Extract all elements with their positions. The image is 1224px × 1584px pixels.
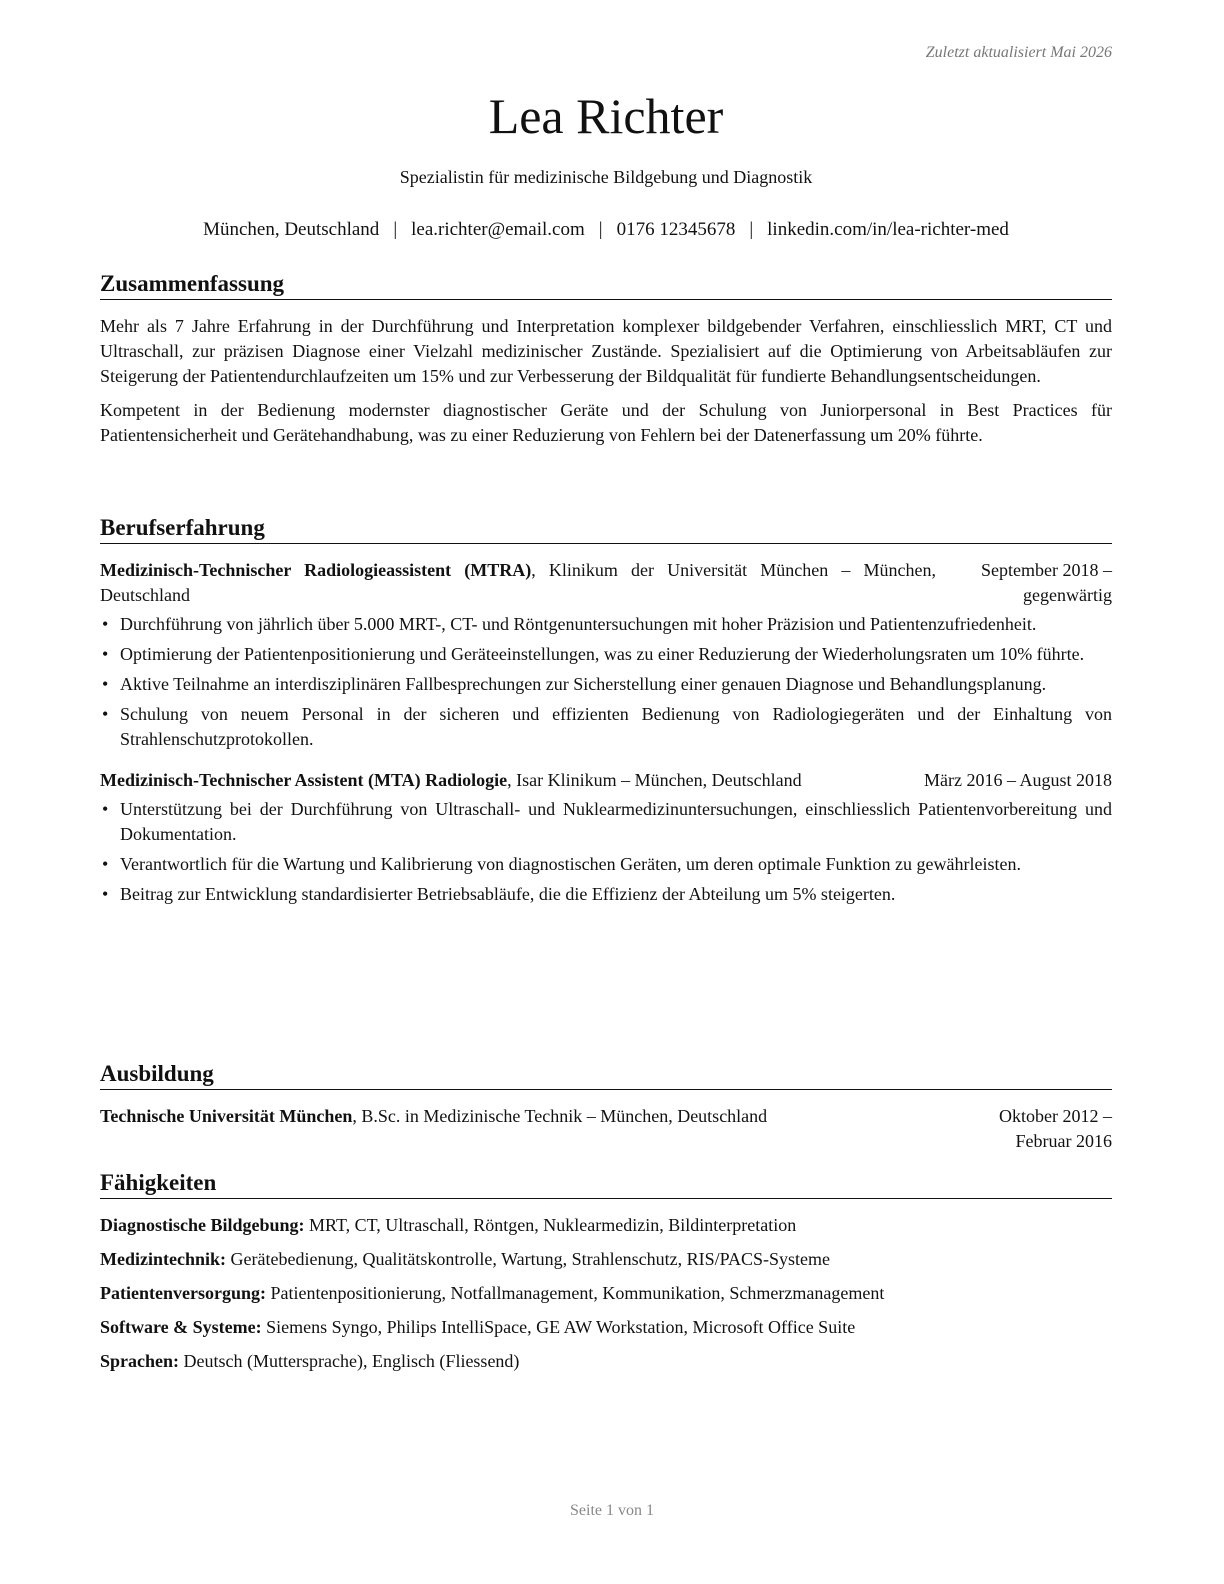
skill-value: MRT, CT, Ultraschall, Röntgen, Nuklearmedizin, Bildinterpretation xyxy=(304,1215,797,1235)
skill-label: Medizintechnik: xyxy=(100,1249,226,1269)
education-dates: Oktober 2012 – Februar 2016 xyxy=(999,1106,1112,1151)
section-title-skills: Fähigkeiten xyxy=(100,1169,1112,1199)
contact-separator: | xyxy=(749,219,754,240)
list-item: • Durchführung von jährlich über 5.000 MRT-, CT- und Röntgenuntersuchungen mit hoher Präzision und Patientenzufriedenheit. xyxy=(100,612,1112,637)
list-item: • Optimierung der Patientenpositionierung und Geräteeinstellungen, was zu einer Reduzierung der Wiederholungsraten um 10% führte. xyxy=(100,642,1112,667)
skill-label: Software & Systeme: xyxy=(100,1317,262,1337)
skill-label: Diagnostische Bildgebung: xyxy=(100,1215,305,1235)
skill-value: Deutsch (Muttersprache), Englisch (Fliessend) xyxy=(179,1351,520,1371)
skill-value: Patientenpositionierung, Notfallmanagement, Kommunikation, Schmerzmanagement xyxy=(265,1283,885,1303)
job-role: Medizinisch-Technischer Assistent (MTA) Radiologie xyxy=(100,770,508,790)
education-section xyxy=(100,1060,1112,1154)
bullet-icon: • xyxy=(102,644,109,664)
contact-linkedin[interactable]: linkedin.com/in/lea-richter-med xyxy=(767,219,1009,240)
contact-email[interactable]: lea.richter@email.com xyxy=(411,219,585,240)
bullet-icon: • xyxy=(102,704,109,724)
job-header xyxy=(100,558,1112,608)
job-dates: September 2018 – gegenwärtig xyxy=(981,560,1112,605)
section-title-experience: Berufserfahrung xyxy=(100,514,1112,544)
skill-row xyxy=(100,1281,1112,1306)
education-school: Technische Universität München xyxy=(100,1106,353,1126)
page-number: Seite 1 von 1 xyxy=(570,1502,654,1519)
bullet-icon: • xyxy=(102,884,109,904)
contact-separator: | xyxy=(393,219,398,240)
skill-label: Sprachen: xyxy=(100,1351,180,1371)
skill-value: Gerätebedienung, Qualitätskontrolle, Wartung, Strahlenschutz, RIS/PACS-Systeme xyxy=(226,1249,830,1269)
skill-row xyxy=(100,1213,1112,1238)
summary-section xyxy=(100,270,1112,448)
job-entry xyxy=(100,768,1112,907)
skills-section xyxy=(100,1169,1112,1383)
job-entry xyxy=(100,558,1112,752)
job-header xyxy=(100,768,1112,793)
summary-paragraph: Mehr als 7 Jahre Erfahrung in der Durchführung und Interpretation komplexer bildgebender Verfahren, einschliesslich MRT, CT und Ultraschall, zur präzisen Diagnose einer Vielzahl medizinischer Zustände. Spezialisiert auf die Optimierung von Arbeitsabläufen zur Steigerung der Patientendurchlaufzeiten um 15% und zur Verbesserung der Bildqualität für fundierte Behandlungsentscheidungen. xyxy=(100,316,1112,386)
list-item: • Aktive Teilnahme an interdisziplinären Fallbesprechungen zur Sicherstellung einer genauen Diagnose und Behandlungsplanung. xyxy=(100,672,1112,697)
contact-location: München, Deutschland xyxy=(203,219,380,240)
education-entry xyxy=(100,1104,1112,1154)
skill-row xyxy=(100,1349,1112,1374)
contact-phone[interactable]: 0176 12345678 xyxy=(616,219,736,240)
skills-list xyxy=(100,1213,1112,1374)
section-title-summary: Zusammenfassung xyxy=(100,270,1112,300)
job-bullets xyxy=(100,612,1112,752)
contact-line xyxy=(100,219,1112,241)
experience-section xyxy=(100,514,1112,912)
last-updated: Zuletzt aktualisiert Mai 2026 xyxy=(925,44,1112,61)
list-item: • Unterstützung bei der Durchführung von Ultraschall- und Nuklearmedizinuntersuchungen, einschliesslich Patientenvorbereitung und Dokumentation. xyxy=(102,799,1112,844)
skill-value: Siemens Syngo, Philips IntelliSpace, GE AW Workstation, Microsoft Office Suite xyxy=(261,1317,856,1337)
job-title-line xyxy=(100,768,876,793)
job-place: , Klinikum der Universität München – München, Deutschland xyxy=(100,560,936,605)
job-bullets xyxy=(100,797,1112,907)
job-dates: März 2016 – August 2018 xyxy=(924,770,1112,790)
job-place: , Isar Klinikum – München, Deutschland xyxy=(507,770,802,790)
skill-row xyxy=(100,1247,1112,1272)
job-role: Medizinisch-Technischer Radiologieassistent (MTRA) xyxy=(100,560,532,580)
education-line xyxy=(100,1104,936,1129)
list-item: • Beitrag zur Entwicklung standardisierter Betriebsabläufe, die die Effizienz der Abteilung um 5% steigerten. xyxy=(100,882,1112,907)
bullet-icon: • xyxy=(102,854,109,874)
bullet-icon: • xyxy=(102,674,109,694)
section-title-education: Ausbildung xyxy=(100,1060,1112,1090)
list-item: • Schulung von neuem Personal in der sicheren und effizienten Bedienung von Radiologiegeräten und der Einhaltung von Strahlenschutzprotokollen. xyxy=(102,704,1112,749)
list-item: • Verantwortlich für die Wartung und Kalibrierung von diagnostischen Geräten, um deren optimale Funktion zu gewährleisten. xyxy=(100,852,1112,877)
skill-row xyxy=(100,1315,1112,1340)
candidate-tagline: Spezialistin für medizinische Bildgebung und Diagnostik xyxy=(399,167,813,187)
candidate-name: Lea Richter xyxy=(488,88,724,144)
bullet-icon: • xyxy=(102,614,109,634)
job-title-line xyxy=(100,558,936,608)
summary-paragraph: Kompetent in der Bedienung modernster diagnostischer Geräte und der Schulung von Juniorpersonal in Best Practices für Patientensicherheit und Gerätehandhabung, was zu einer Reduzierung von Fehlern bei der Datenerfassung um 20% führte. xyxy=(100,400,1112,445)
skill-label: Patientenversorgung: xyxy=(100,1283,266,1303)
contact-separator: | xyxy=(598,219,603,240)
bullet-icon: • xyxy=(102,799,109,819)
education-degree: , B.Sc. in Medizinische Technik – München, Deutschland xyxy=(352,1106,768,1126)
